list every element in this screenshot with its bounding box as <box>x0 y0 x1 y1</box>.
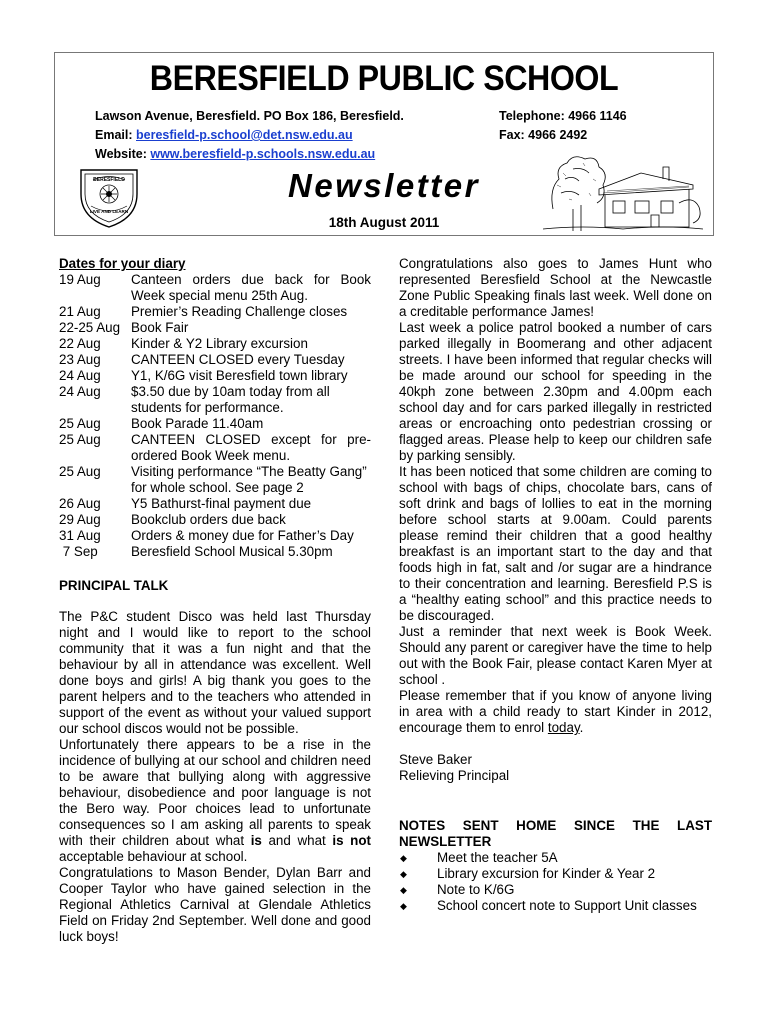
diary-entry <box>59 528 371 544</box>
diary-entry <box>59 464 371 496</box>
diary-date: 25 Aug <box>59 464 101 479</box>
school-name: BERESFIELD PUBLIC SCHOOL <box>149 59 619 98</box>
email-link[interactable]: beresfield-p.school@det.nsw.edu.au <box>136 128 353 142</box>
emphasis-text: is not <box>332 833 371 848</box>
diamond-bullet-icon: ◆ <box>400 853 407 863</box>
diary-date: 26 Aug <box>59 496 101 511</box>
body-paragraph: Last week a police patrol booked a number of cars parked illegally in Boomerang and other adjacent streets. I have been informed that regular checks will be made around our school for speeding in the 40kph zone between 2.30pm and 4.00pm each school day and for cars parked illegally in restricted areas or encroaching onto pedestrian crossing or flagged areas. Please help to keep our children safe by parking sensibly. <box>399 320 712 463</box>
school-address: Lawson Avenue, Beresfield. PO Box 186, Beresfield. <box>95 109 404 123</box>
diary-date: 25 Aug <box>59 416 101 431</box>
diary-text: $3.50 due by 10am today from all students for performance. <box>131 384 330 415</box>
diary-text: Bookclub orders due back <box>131 512 286 527</box>
underlined-text: today <box>547 720 580 735</box>
diary-text: Book Parade 11.40am <box>131 416 264 431</box>
diamond-bullet-icon: ◆ <box>400 885 407 895</box>
diary-date: 19 Aug <box>59 272 101 287</box>
diary-date: 22 Aug <box>59 336 101 351</box>
diary-date: 21 Aug <box>59 304 101 319</box>
body-paragraph: It has been noticed that some children are coming to school with bags of chips, chocolate bars, cans of soft drink and bags of lollies to eat in the morning before school starts at 9.00am. Could parents please remind their children that a good healthy breakfast is an important start to the day and that foods high in fat, salt and /or sugar are a hindrance to their concentration and learning. Beresfield P.S is a “healthy eating school” and this practice needs to be discouraged. <box>399 464 712 623</box>
diary-entry <box>59 512 371 528</box>
signature-title: Relieving Principal <box>399 768 510 783</box>
list-item <box>399 898 712 914</box>
diary-text: Canteen orders due back for Book Week special menu 25th Aug. <box>131 272 371 303</box>
email-label: Email: <box>95 128 133 142</box>
diary-entry <box>59 432 371 464</box>
paragraph-text: acceptable behaviour at school. <box>59 849 248 864</box>
diary-text: Premier’s Reading Challenge closes <box>131 304 348 319</box>
diary-text: Y5 Bathurst-final payment due <box>131 496 312 511</box>
diary-date: 22-25 Aug <box>59 320 121 335</box>
diary-entry <box>59 352 371 368</box>
left-column <box>59 256 371 945</box>
diary-entry <box>59 336 371 352</box>
body-paragraph: Just a reminder that next week is Book Week. Should any parent or caregiver have the time to help out with the Book Fair, please contact Karen Myer at school . <box>399 624 712 687</box>
diary-list <box>59 272 371 560</box>
diary-text: CANTEEN CLOSED except for pre-ordered Book Week menu. <box>131 432 371 463</box>
newsletter-title: Newsletter <box>288 167 480 204</box>
note-text: School concert note to Support Unit classes <box>437 898 697 913</box>
paragraph-text: Unfortunately there appears to be a rise in the incidence of bullying at our school and children need to be aware that bullying along with aggressive behaviour, disobedience and poor language is not the Bero way. Poor choices lead to unfortunate consequences so I am asking all parents to speak with their children about what <box>59 737 371 848</box>
principal-talk-paragraph: Congratulations to Mason Bender, Dylan Barr and Cooper Taylor who have gained selection in the Regional Athletics Carnival at Glendale Athletics Field on Friday 2nd September. Well done and good luck boys! <box>59 865 371 944</box>
diary-text: Y1, K/6G visit Beresfield town library <box>131 368 348 383</box>
fax: Fax: 4966 2492 <box>499 128 588 142</box>
note-text: Note to K/6G <box>437 882 515 897</box>
diary-date: 29 Aug <box>59 512 101 527</box>
diary-text: Beresfield School Musical 5.30pm <box>131 544 333 559</box>
body-paragraph <box>399 688 712 736</box>
diary-date: 31 Aug <box>59 528 101 543</box>
list-item <box>399 882 712 898</box>
right-column <box>399 256 712 914</box>
diary-date: 7 Sep <box>59 544 98 559</box>
signature-name: Steve Baker <box>399 752 472 767</box>
paragraph-text: . <box>579 720 584 735</box>
diary-heading: Dates for your diary <box>59 256 186 271</box>
diary-text: Book Fair <box>131 320 189 335</box>
diamond-bullet-icon: ◆ <box>400 869 407 879</box>
diary-text: Kinder & Y2 Library excursion <box>131 336 308 351</box>
website-link[interactable]: www.beresfield-p.schools.nsw.edu.au <box>150 147 376 161</box>
masthead <box>54 52 714 236</box>
diary-entry <box>59 496 371 512</box>
svg-text:BERESFIELD: BERESFIELD <box>93 177 125 183</box>
principal-talk-heading: PRINCIPAL TALK <box>59 578 169 593</box>
diary-entry <box>59 272 371 304</box>
diary-entry <box>59 368 371 384</box>
list-item <box>399 866 712 882</box>
diamond-bullet-icon: ◆ <box>400 901 407 911</box>
school-building-sketch <box>543 149 703 233</box>
paragraph-text: and what <box>261 833 333 848</box>
note-text: Library excursion for Kinder & Year 2 <box>437 866 656 881</box>
paragraph-text: Please remember that if you know of anyone living in area with a child ready to start Kinder in 2012, encourage them to enrol <box>399 688 712 735</box>
diary-date: 24 Aug <box>59 384 101 399</box>
diary-text: CANTEEN CLOSED every Tuesday <box>131 352 345 367</box>
emphasis-text: is <box>250 833 262 848</box>
principal-talk-paragraph: The P&C student Disco was held last Thursday night and I would like to report to the school community that it was a fun night and that the behaviour by all in attendance was excellent. Well done boys and girls! A big thank you goes to the parent helpers and to the teachers who attended in support of the event as without your valued support our school discos would not be possible. <box>59 609 371 736</box>
principal-talk-paragraph <box>59 737 371 865</box>
diary-entry <box>59 304 371 320</box>
list-item <box>399 850 712 866</box>
diary-text: Orders & money due for Father’s Day <box>131 528 354 543</box>
svg-text:LIVE AND LEARN: LIVE AND LEARN <box>89 209 129 214</box>
diary-date: 25 Aug <box>59 432 101 447</box>
body-paragraph: Congratulations also goes to James Hunt who represented Beresfield School at the Newcastle Zone Public Speaking finals last week. Well done on a creditable performance James! <box>399 256 712 319</box>
notes-heading: NOTES SENT HOME SINCE THE LAST NEWSLETTER <box>399 818 712 849</box>
telephone: Telephone: 4966 1146 <box>499 109 627 123</box>
diary-date: 23 Aug <box>59 352 101 367</box>
diary-entry <box>59 544 371 560</box>
diary-entry <box>59 320 371 336</box>
diary-entry <box>59 416 371 432</box>
website-line <box>95 147 375 161</box>
note-text: Meet the teacher 5A <box>437 850 558 865</box>
issue-date: 18th August 2011 <box>328 215 440 230</box>
email-line <box>95 128 353 142</box>
diary-date: 24 Aug <box>59 368 101 383</box>
diary-text: Visiting performance “The Beatty Gang” for whole school. See page 2 <box>131 464 367 495</box>
diary-entry <box>59 384 371 416</box>
website-label: Website: <box>95 147 147 161</box>
notes-list <box>399 850 712 914</box>
